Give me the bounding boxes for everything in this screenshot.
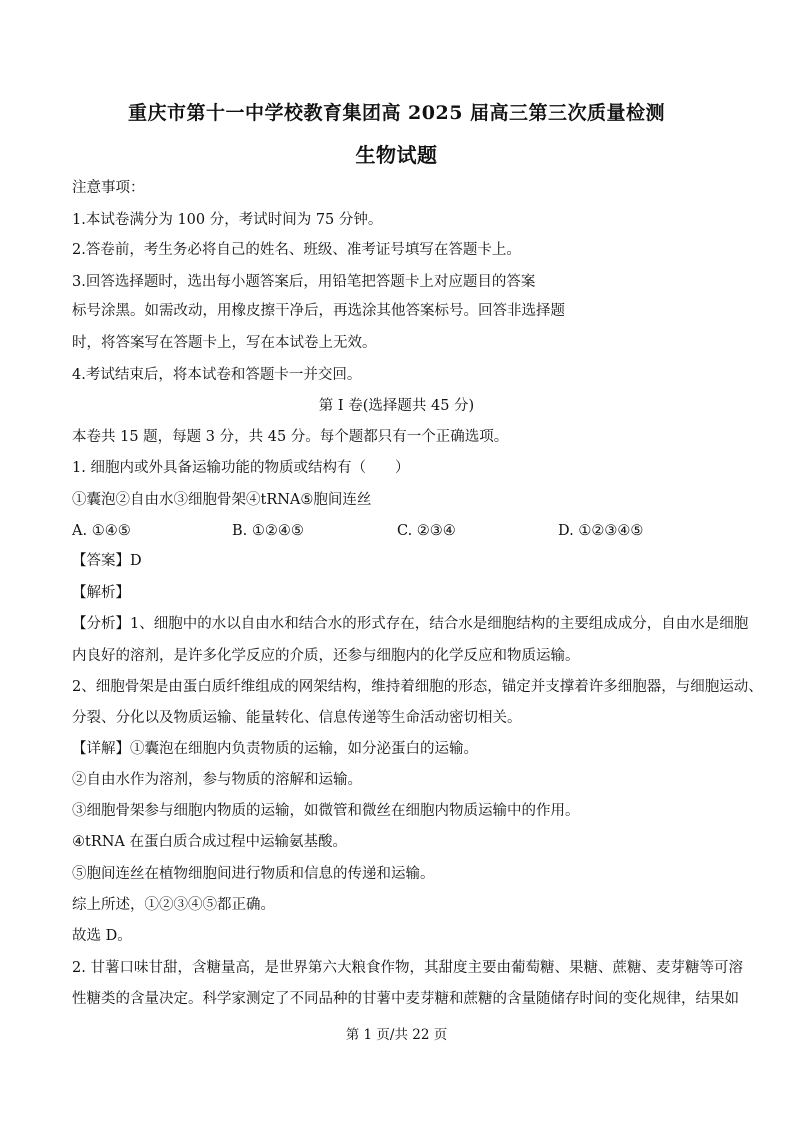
page-number: 第 1 页/共 22 页 [345, 1027, 448, 1043]
question-1-items: ①囊泡②自由水③细胞骨架④tRNA⑤胞间连丝 [72, 492, 372, 508]
detail-line-4: ④tRNA 在蛋白质合成过程中运输氨基酸。 [72, 834, 348, 850]
detail-line-2: ②自由水作为溶剂，参与物质的溶解和运输。 [72, 772, 362, 788]
exam-subject: 生物试题 [355, 143, 438, 167]
notice-item-3-cont-2: 时，将答案写在答题卡上，写在本试卷上无效。 [72, 335, 377, 351]
question-1-option-b: B. ①②④⑤ [232, 523, 304, 539]
detail-summary: 综上所述，①②③④⑤都正确。 [72, 897, 275, 913]
notice-item-3: 3.回答选择题时，选出每小题答案后，用铅笔把答题卡上对应题目的答案 [72, 274, 536, 290]
question-1-option-a: A. ①④⑤ [72, 523, 131, 539]
detail-conclusion: 故选 D。 [72, 928, 132, 944]
analysis-line-3: 2、细胞骨架是由蛋白质纤维组成的网架结构，维持着细胞的形态，锚定并支撑着许多细胞器，与细胞运动、 [72, 679, 763, 695]
analysis-line-2: 内良好的溶剂，是许多化学反应的介质，还参与细胞内的化学反应和物质运输。 [72, 648, 580, 664]
notice-item-4: 4.考试结束后，将本试卷和答题卡一并交回。 [72, 367, 362, 383]
exam-title: 重庆市第十一中学校教育集团高 2025 届高三第三次质量检测 [127, 102, 666, 124]
analysis-line-1: 【分析】1、细胞中的水以自由水和结合水的形式存在，结合水是细胞结构的主要组成成分，自由水是细胞 [72, 616, 749, 632]
analysis-line-4: 分裂、分化以及物质运输、能量转化、信息传递等生命活动密切相关。 [72, 710, 522, 726]
notice-item-3-cont-1: 标号涂黑。如需改动，用橡皮擦干净后，再选涂其他答案标号。回答非选择题 [72, 303, 565, 319]
section-heading: 第 I 卷(选择题共 45 分) [318, 398, 475, 414]
question-2-stem-2: 性糖类的含量决定。科学家测定了不同品种的甘薯中麦芽糖和蔗糖的含量随储存时间的变化规律，结果如 [72, 991, 739, 1007]
notice-item-2: 2.答卷前，考生务必将自己的姓名、班级、准考证号填写在答题卡上。 [72, 242, 521, 258]
question-2-stem-1: 2. 甘薯口味甘甜，含糖量高，是世界第六大粮食作物，其甜度主要由葡萄糖、果糖、蔗糖、麦芽糖等可溶 [72, 960, 743, 976]
detail-line-5: ⑤胞间连丝在植物细胞间进行物质和信息的传递和运输。 [72, 866, 435, 882]
detail-line-1: 【详解】①囊泡在细胞内负责物质的运输，如分泌蛋白的运输。 [72, 741, 478, 757]
section-instruction: 本卷共 15 题，每题 3 分，共 45 分。每个题都只有一个正确选项。 [72, 429, 509, 445]
detail-line-3: ③细胞骨架参与细胞内物质的运输，如微管和微丝在细胞内物质运输中的作用。 [72, 803, 580, 819]
question-1-option-d: D. ①②③④⑤ [558, 523, 644, 539]
notice-heading: 注意事项： [72, 180, 145, 196]
question-1-stem: 1. 细胞内或外具备运输功能的物质或结构有（ ） [72, 460, 410, 476]
question-1-analysis-heading: 【解析】 [72, 585, 130, 601]
notice-item-1: 1.本试卷满分为 100 分，考试时间为 75 分钟。 [72, 212, 383, 228]
question-1-option-c: C. ②③④ [397, 523, 456, 539]
question-1-answer: 【答案】D [72, 553, 142, 569]
